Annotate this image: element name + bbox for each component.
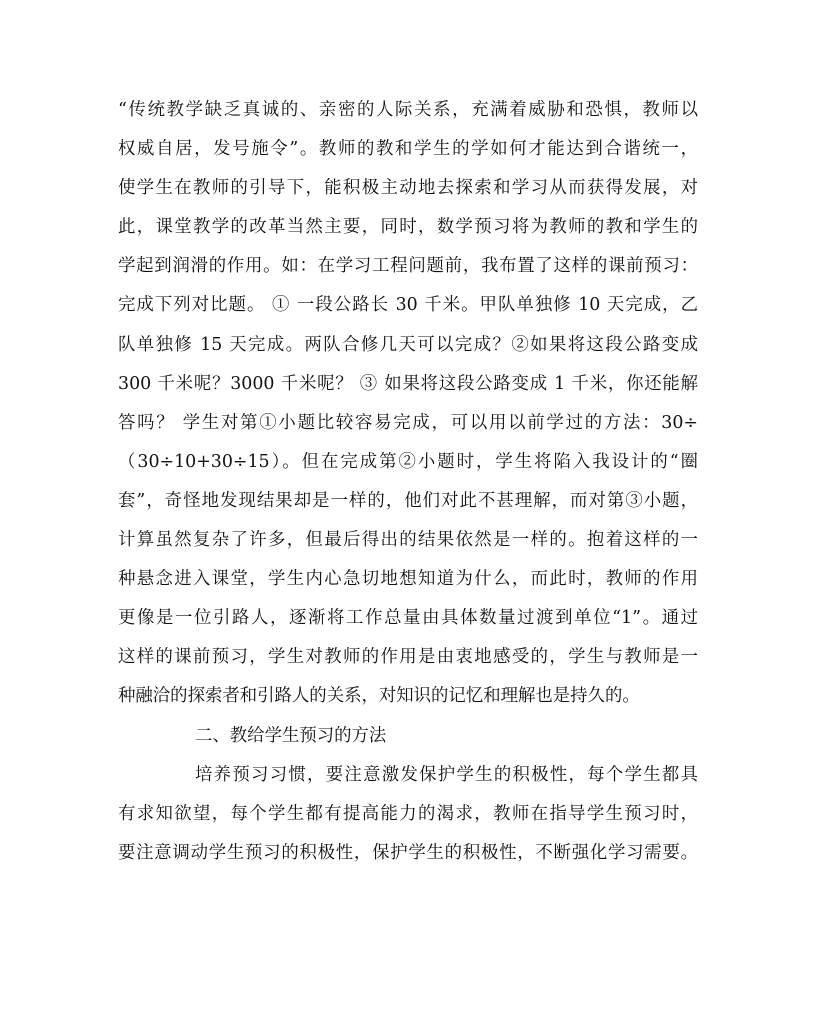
paragraph-line: 这样的课前预习，学生对教师的作用是由衷地感受的，学生与教师是一	[118, 647, 698, 668]
paragraph-line: 计算虽然复杂了许多，但最后得出的结果依然是一样的。抱着这样的一	[118, 530, 698, 551]
paragraph-line: 300 千米呢？3000 千米呢？ ③ 如果将这段公路变成 1 千米，你还能解	[118, 373, 698, 394]
paragraph-line: 有求知欲望，每个学生都有提高能力的渴求，教师在指导学生预习时，	[118, 803, 698, 824]
paragraph-line: 更像是一位引路人，逐渐将工作总量由具体数量过渡到单位“1”。通过	[118, 608, 698, 629]
paragraph-line: 权威自居，发号施令”。教师的教和学生的学如何才能达到合谐统一，	[118, 139, 698, 160]
paragraph-line: “传统教学缺乏真诚的、亲密的人际关系，充满着威胁和恐惧，教师以	[118, 100, 698, 120]
paragraph-line: 使学生在教师的引导下，能积极主动地去探索和学习从而获得发展，对	[118, 178, 698, 199]
document-body	[118, 91, 698, 873]
paragraph-line: （30÷10+30÷15）。但在完成第②小题时，学生将陷入我设计的“圈	[118, 451, 698, 472]
paragraph-line: 答吗？ 学生对第①小题比较容易完成，可以用以前学过的方法：30÷	[118, 412, 698, 433]
paragraph-line: 队单独修 15 天完成。两队合修几天可以完成？②如果将这段公路变成	[118, 334, 698, 355]
paragraph-line: 此，课堂教学的改革当然主要，同时，数学预习将为教师的教和学生的	[118, 217, 698, 238]
paragraph-line: 种融洽的探索者和引路人的关系，对知识的记忆和理解也是持久的。	[118, 686, 640, 707]
paragraph-line: 完成下列对比题。 ① 一段公路长 30 千米。甲队单独修 10 天完成，乙	[118, 295, 698, 316]
paragraph-line: 培养预习习惯，要注意激发保护学生的积极性，每个学生都具	[195, 764, 698, 785]
paragraph-line: 套”，奇怪地发现结果却是一样的，他们对此不甚理解，而对第③小题，	[118, 490, 698, 511]
paragraph-line: 种悬念进入课堂，学生内心急切地想知道为什么，而此时，教师的作用	[118, 569, 698, 590]
section-heading: 二、教给学生预习的方法	[195, 725, 387, 746]
paragraph-line: 要注意调动学生预习的积极性，保护学生的积极性，不断强化学习需要。	[118, 842, 698, 863]
paragraph-line: 学起到润滑的作用。如：在学习工程问题前，我布置了这样的课前预习：	[118, 256, 698, 277]
